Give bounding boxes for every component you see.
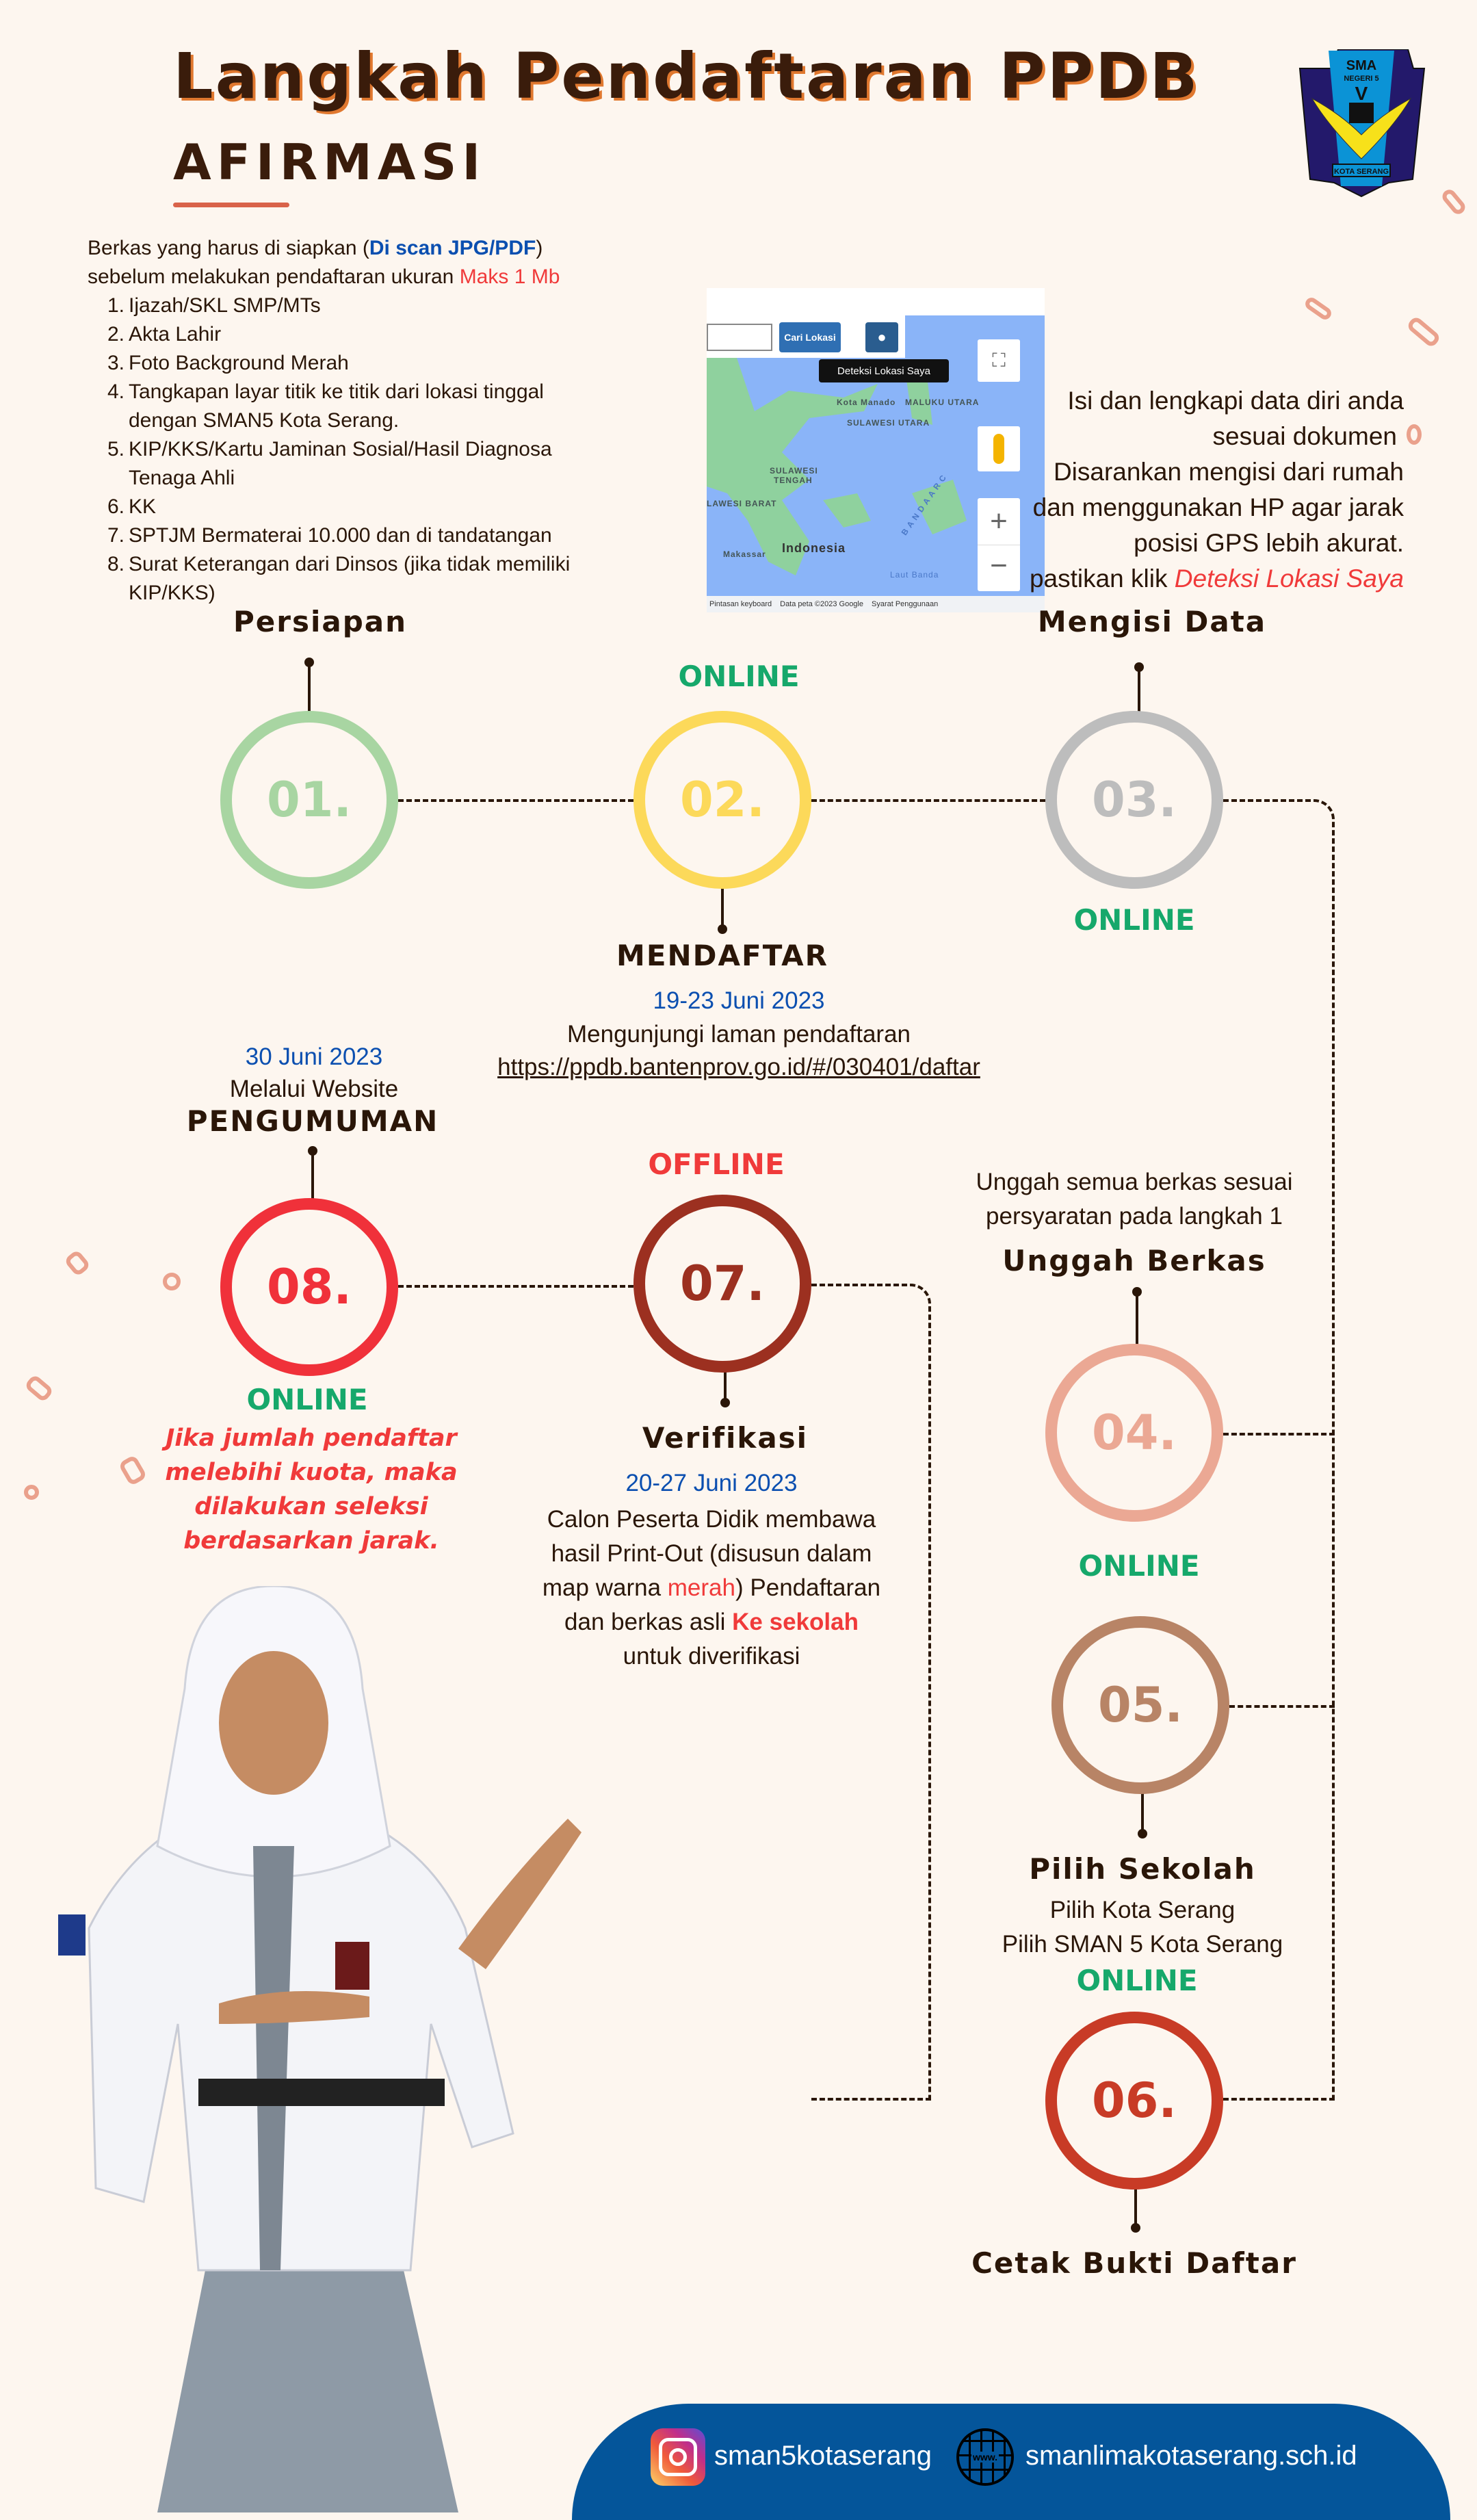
confetti-decoration — [1439, 187, 1467, 216]
map-label: TENGAH — [774, 476, 813, 485]
step-04-desc: Unggah semua berkas sesuai — [976, 1169, 1293, 1195]
fullscreen-icon[interactable]: ⛶ — [978, 339, 1020, 382]
instruction-text: pastikan klik — [1029, 564, 1175, 593]
step-07-circle: 07. — [633, 1195, 811, 1373]
item-text: Foto Background Merah — [129, 352, 349, 374]
list-item — [105, 550, 673, 608]
item-text: KK — [129, 495, 157, 518]
step-08-desc: Melalui Website — [229, 1076, 399, 1102]
step-02-mode: ONLINE — [678, 660, 800, 693]
list-item — [105, 320, 673, 349]
step-02-desc: Mengunjungi laman pendaftaran — [566, 1021, 911, 1048]
step-08-circle: 08. — [220, 1198, 398, 1376]
stem-dot — [308, 1146, 317, 1156]
stem-line — [1138, 667, 1140, 712]
desc-line: Calon Peserta Didik membawa — [547, 1506, 876, 1533]
note-line: dilakukan seleksi — [194, 1493, 428, 1520]
detect-location-highlight: Deteksi Lokasi Saya — [1174, 564, 1404, 593]
map-label: Laut Banda — [890, 570, 939, 580]
stem-dot — [304, 658, 314, 667]
step-05-title: Pilih Sekolah — [1029, 1852, 1256, 1886]
requirements-list — [105, 291, 673, 608]
item-number: 2. — [107, 323, 125, 346]
instruction-line: Disarankan mengisi dari rumah — [1053, 458, 1404, 486]
step-07-date: 20-27 Juni 2023 — [625, 1470, 798, 1496]
step-01-title: Persiapan — [233, 605, 408, 638]
max-size-highlight: Maks 1 Mb — [459, 265, 560, 288]
step-06-title: Cetak Bukti Daftar — [971, 2246, 1297, 2280]
step-08-date: 30 Juni 2023 — [245, 1043, 383, 1070]
note-line: berdasarkan jarak. — [183, 1527, 439, 1555]
student-photo — [48, 1586, 595, 2512]
step-07-title: Verifikasi — [642, 1421, 809, 1455]
map-label: LAWESI BARAT — [707, 499, 777, 508]
instruction-line: sesuai dokumen — [1212, 422, 1397, 450]
instruction-line: posisi GPS lebih akurat. — [1134, 529, 1404, 557]
step-05-desc: Pilih SMAN 5 Kota Serang — [1002, 1931, 1283, 1958]
note-line: melebihi kuota, maka — [165, 1459, 458, 1486]
item-text: Tangkapan layar titik ke titik dari lokasi tinggal dengan SMAN5 Kota Serang. — [129, 380, 544, 432]
step-05-circle: 05. — [1051, 1616, 1229, 1794]
step-03-mode: ONLINE — [1073, 903, 1195, 937]
stem-dot — [1134, 662, 1144, 672]
footer-bar — [572, 2404, 1450, 2520]
map-label: MALUKU UTARA — [905, 398, 980, 407]
red-folder-highlight: merah — [667, 1574, 735, 1601]
stem-dot — [1131, 2223, 1140, 2233]
confetti-decoration — [1406, 315, 1441, 349]
page-subtitle: AFIRMASI — [173, 133, 486, 191]
item-text: Surat Keterangan dari Dinsos (jika tidak memiliki KIP/KKS) — [129, 553, 571, 604]
pegman-icon[interactable] — [978, 426, 1020, 471]
item-text: Ijazah/SKL SMP/MTs — [129, 294, 321, 317]
map-label: Indonesia — [782, 541, 846, 555]
title-underline — [173, 203, 289, 207]
item-text: Akta Lahir — [129, 323, 222, 346]
stem-dot — [720, 1398, 730, 1407]
step-04-title: Unggah Berkas — [1002, 1244, 1266, 1277]
step-04-circle: 04. — [1045, 1344, 1223, 1522]
item-number: 1. — [107, 294, 125, 317]
item-number: 5. — [107, 438, 125, 460]
intro-text: ) — [536, 237, 543, 259]
globe-icon[interactable] — [956, 2428, 1014, 2486]
item-text: SPTJM Bermaterai 10.000 dan di tandatangan — [129, 524, 552, 547]
step-05-desc: Pilih Kota Serang — [1049, 1897, 1236, 1923]
item-number: 6. — [107, 495, 125, 518]
step-04-desc: persyaratan pada langkah 1 — [986, 1203, 1283, 1230]
website-link[interactable]: smanlimakotaserang.sch.id — [1025, 2441, 1357, 2471]
step-03-circle: 03. — [1045, 711, 1223, 889]
confetti-decoration — [1303, 296, 1334, 322]
item-number: 3. — [107, 352, 125, 374]
step-08-note — [0, 1421, 623, 1558]
zoom-controls — [978, 498, 1020, 591]
item-number: 7. — [107, 524, 125, 547]
logo-text: KOTA SERANG — [1333, 168, 1389, 176]
step-05-mode: ONLINE — [1076, 1964, 1198, 1997]
desc-text: dan berkas asli — [564, 1609, 733, 1635]
step-06-circle: 06. — [1045, 2012, 1223, 2190]
step-02-date: 19-23 Juni 2023 — [653, 987, 825, 1014]
desc-line: untuk diverifikasi — [623, 1643, 800, 1670]
instruction-line — [1030, 561, 1404, 597]
list-item — [105, 349, 673, 378]
search-bar — [707, 315, 905, 358]
requirements-intro — [88, 234, 673, 263]
desc-text: map warna — [542, 1574, 668, 1601]
requirements-intro — [88, 263, 673, 291]
step-03-title: Mengisi Data — [1037, 605, 1267, 638]
stem-line — [721, 888, 724, 929]
step-04-mode: ONLINE — [1078, 1549, 1200, 1583]
intro-text: sebelum melakukan pendaftaran ukuran — [88, 265, 460, 288]
step-02-circle: 02. — [633, 711, 811, 889]
zoom-in-icon[interactable]: + — [990, 504, 1008, 538]
instruction-line: Isi dan lengkapi data diri anda — [1067, 387, 1404, 415]
to-school-highlight: Ke sekolah — [732, 1609, 859, 1635]
item-number: 8. — [107, 553, 125, 575]
logo-text: SMA — [1346, 58, 1377, 73]
page-title: Langkah Pendaftaran PPDB — [173, 40, 1200, 113]
stem-line — [1136, 1292, 1138, 1345]
map-screenshot — [707, 288, 1045, 612]
list-item — [105, 493, 673, 521]
pin-icon: ● — [877, 328, 887, 346]
desc-text: ) Pendaftaran — [735, 1574, 881, 1601]
step-01-circle: 01. — [220, 711, 398, 889]
item-text: KIP/KKS/Kartu Jaminan Sosial/Hasil Diagnosa Tenaga Ahli — [129, 438, 552, 489]
detect-location-button[interactable] — [865, 322, 898, 352]
stem-dot — [1138, 1829, 1147, 1839]
globe-label: www. — [972, 2452, 998, 2463]
stem-line — [1141, 1793, 1144, 1834]
scan-format-highlight: Di scan JPG/PDF — [369, 237, 536, 259]
list-item — [105, 435, 673, 493]
school-logo — [1293, 49, 1430, 200]
step-02-title: MENDAFTAR — [616, 939, 828, 972]
logo-text: V — [1355, 83, 1368, 104]
step-08-mode: ONLINE — [246, 1383, 368, 1416]
desc-line: hasil Print-Out (disusun dalam — [551, 1540, 872, 1567]
list-item — [105, 378, 673, 435]
note-line: Jika jumlah pendaftar — [166, 1425, 457, 1452]
connector-line — [811, 799, 1045, 802]
registration-url-link[interactable]: https://ppdb.bantenprov.go.id/#/030401/daftar — [497, 1054, 980, 1080]
connector-line — [1229, 1705, 1335, 1708]
map-footer-link[interactable]: Syarat Penggunaan — [871, 600, 939, 608]
map-footer-text: Data peta ©2023 Google — [780, 600, 863, 608]
confetti-decoration — [64, 1249, 91, 1277]
step-07-mode: OFFLINE — [648, 1147, 785, 1181]
map-label: Kota Manado — [837, 398, 896, 407]
logo-text: NEGERI 5 — [1344, 75, 1379, 83]
confetti-decoration — [163, 1273, 181, 1290]
requirements-section — [88, 234, 673, 608]
connector-line — [398, 1285, 633, 1288]
instagram-icon[interactable] — [651, 2428, 705, 2486]
stem-dot — [718, 924, 727, 934]
map-label: SULAWESI — [770, 466, 818, 476]
map-label: B A N D A A R C — [899, 472, 949, 538]
connector-line — [398, 799, 633, 802]
map-label: Makassar — [723, 549, 766, 559]
stem-line — [308, 662, 311, 712]
list-item — [105, 291, 673, 320]
step-08-title: PENGUMUMAN — [186, 1104, 439, 1138]
fill-data-instructions — [1030, 383, 1404, 597]
list-item — [105, 521, 673, 550]
stem-line — [1134, 2188, 1137, 2228]
instagram-handle[interactable]: sman5kotaserang — [714, 2441, 932, 2471]
zoom-out-icon[interactable]: − — [978, 545, 1020, 591]
map-footer-link[interactable]: Pintasan keyboard — [709, 600, 772, 608]
map-label: SULAWESI UTARA — [847, 418, 930, 428]
connector-line — [1223, 1433, 1335, 1436]
intro-text: Berkas yang harus di siapkan ( — [88, 237, 369, 259]
item-number: 4. — [107, 380, 125, 403]
location-search-input[interactable] — [707, 324, 772, 351]
confetti-decoration — [1407, 424, 1422, 445]
tooltip: Deteksi Lokasi Saya — [819, 359, 949, 382]
stem-line — [311, 1151, 314, 1199]
stem-dot — [1132, 1287, 1142, 1297]
cari-lokasi-button[interactable]: Cari Lokasi — [779, 322, 841, 352]
instruction-line: dan menggunakan HP agar jarak — [1032, 493, 1404, 521]
